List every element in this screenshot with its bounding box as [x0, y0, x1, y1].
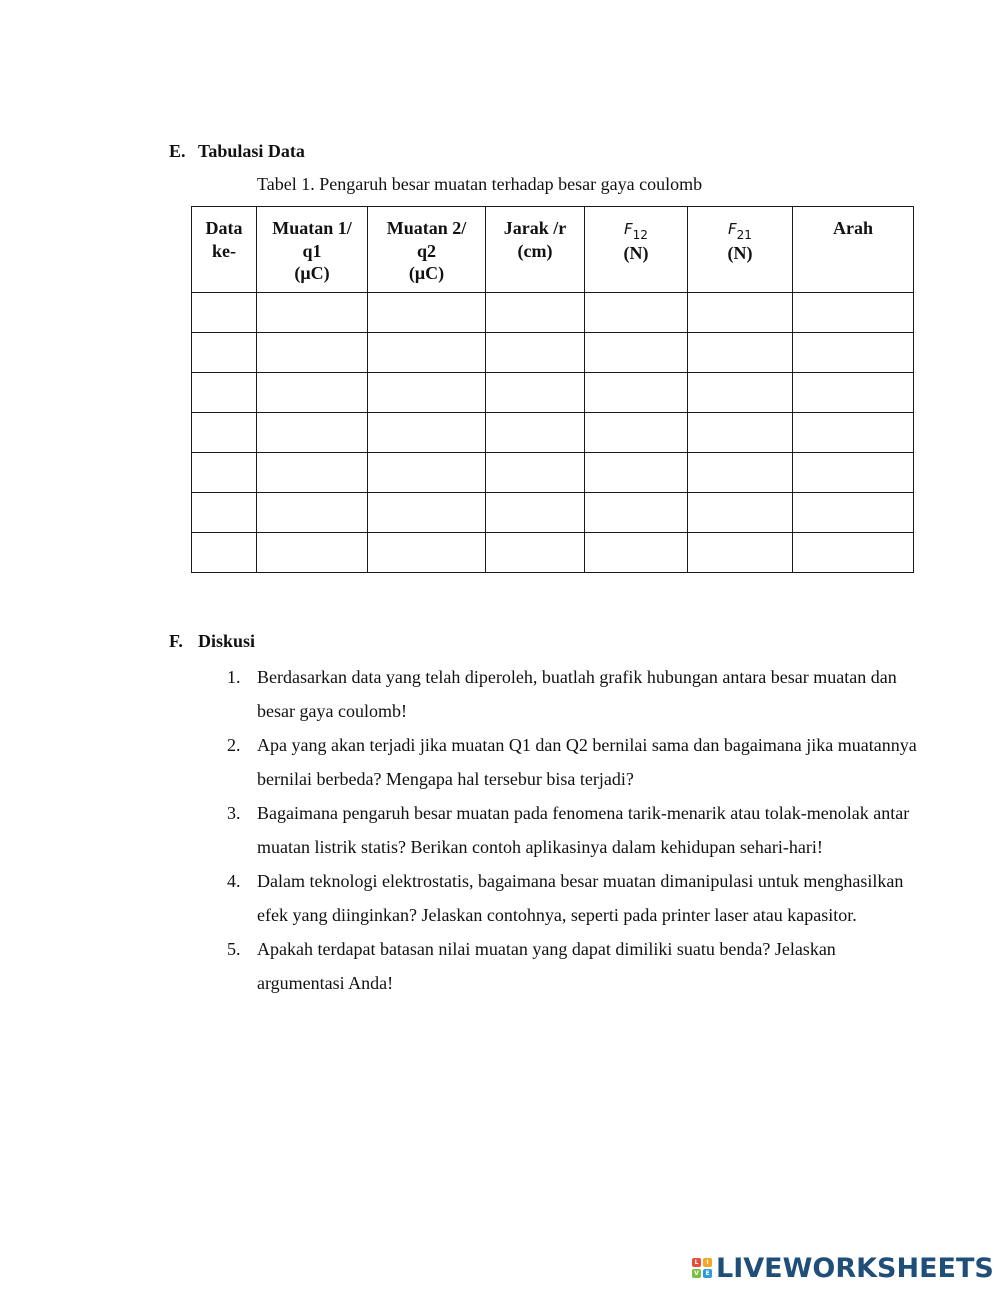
- table-cell[interactable]: [192, 333, 257, 373]
- question-item: 5. Apakah terdapat batasan nilai muatan yang dapat dimiliki suatu benda? Jelaskan argumentasi Anda!: [227, 932, 927, 1000]
- table-cell[interactable]: [192, 293, 257, 333]
- question-text: Apa yang akan terjadi jika muatan Q1 dan Q2 bernilai sama dan bagaimana jika muatannya bernilai berbeda? Mengapa hal tersebur bisa terjadi?: [257, 735, 917, 789]
- table-cell[interactable]: [688, 293, 793, 333]
- table-cell[interactable]: [368, 293, 486, 333]
- table-cell[interactable]: [257, 533, 368, 573]
- table-cell[interactable]: [368, 493, 486, 533]
- header-jarak: Jarak /r (cm): [486, 207, 585, 293]
- header-arah: Arah: [793, 207, 914, 293]
- table-cell[interactable]: [585, 493, 688, 533]
- table-cell[interactable]: [688, 373, 793, 413]
- table-cell[interactable]: [585, 533, 688, 573]
- header-muatan-1: Muatan 1/ q1 (μC): [257, 207, 368, 293]
- question-text: Apakah terdapat batasan nilai muatan yang dapat dimiliki suatu benda? Jelaskan argumentasi Anda!: [257, 939, 836, 993]
- table-cell[interactable]: [585, 413, 688, 453]
- section-e-letter: E.: [169, 141, 186, 161]
- f12-subscript: 12: [632, 228, 648, 242]
- table-cell[interactable]: [585, 333, 688, 373]
- table-cell[interactable]: [257, 333, 368, 373]
- table-row: [192, 413, 914, 453]
- section-f-heading: [169, 631, 255, 652]
- table-cell[interactable]: [368, 533, 486, 573]
- f21-unit: (N): [727, 242, 753, 263]
- table-cell[interactable]: [486, 413, 585, 453]
- table-cell[interactable]: [793, 333, 914, 373]
- section-f-letter: F.: [169, 631, 183, 651]
- header-data-ke: Data ke-: [192, 207, 257, 293]
- table-cell[interactable]: [486, 533, 585, 573]
- table-cell[interactable]: [257, 453, 368, 493]
- table-cell[interactable]: [368, 373, 486, 413]
- table-row: [192, 533, 914, 573]
- table-cell[interactable]: [486, 293, 585, 333]
- table-cell[interactable]: [486, 453, 585, 493]
- table-cell[interactable]: [793, 533, 914, 573]
- table-cell[interactable]: [688, 453, 793, 493]
- logo-tile: I: [703, 1258, 712, 1267]
- table-cell[interactable]: [585, 293, 688, 333]
- table-cell[interactable]: [192, 413, 257, 453]
- section-e-title: Tabulasi Data: [198, 141, 305, 161]
- section-f-title: Diskusi: [198, 631, 256, 651]
- table-cell[interactable]: [192, 453, 257, 493]
- table-cell[interactable]: [368, 333, 486, 373]
- table-cell[interactable]: [257, 493, 368, 533]
- table-cell[interactable]: [585, 453, 688, 493]
- table-row: [192, 493, 914, 533]
- table-cell[interactable]: [486, 373, 585, 413]
- logo-tile: E: [703, 1269, 712, 1278]
- table-caption: Tabel 1. Pengaruh besar muatan terhadap besar gaya coulomb: [257, 174, 703, 194]
- header-muatan-2: Muatan 2/ q2 (μC): [368, 207, 486, 293]
- table-cell[interactable]: [585, 373, 688, 413]
- logo-text: LIVEWORKSHEETS: [716, 1252, 994, 1284]
- table-row: [192, 373, 914, 413]
- table-cell[interactable]: [257, 413, 368, 453]
- header-f12: [585, 207, 688, 293]
- section-e-heading: [169, 141, 305, 162]
- table-cell[interactable]: [688, 493, 793, 533]
- question-text: Bagaimana pengaruh besar muatan pada fenomena tarik-menarik atau tolak-menolak antar muatan listrik statis? Berikan contoh aplikasinya dalam kehidupan sehari-hari!: [257, 803, 910, 857]
- table-header-row: [192, 207, 914, 293]
- table-cell[interactable]: [793, 293, 914, 333]
- table-cell[interactable]: [257, 373, 368, 413]
- question-item: 4. Dalam teknologi elektrostatis, bagaimana besar muatan dimanipulasi untuk menghasilkan efek yang diinginkan? Jelaskan contohnya, seperti pada printer laser atau kapasitor.: [227, 864, 927, 932]
- question-text: Dalam teknologi elektrostatis, bagaimana besar muatan dimanipulasi untuk menghasilkan efek yang diinginkan? Jelaskan contohnya, seperti pada printer laser atau kapasitor.: [257, 871, 904, 925]
- table-body: [192, 293, 914, 573]
- table-cell[interactable]: [368, 413, 486, 453]
- table-cell[interactable]: [368, 453, 486, 493]
- table-cell[interactable]: [793, 373, 914, 413]
- table-cell[interactable]: [688, 533, 793, 573]
- table-row: [192, 453, 914, 493]
- logo-grid-icon: [692, 1258, 712, 1278]
- table-cell[interactable]: [192, 493, 257, 533]
- f21-symbol: F: [728, 220, 737, 238]
- table-cell[interactable]: [688, 333, 793, 373]
- table-cell[interactable]: [192, 373, 257, 413]
- f12-symbol: F: [624, 220, 633, 238]
- table-cell[interactable]: [192, 533, 257, 573]
- data-table: [191, 206, 914, 573]
- header-f21: [688, 207, 793, 293]
- table-row: [192, 293, 914, 333]
- question-item: 3. Bagaimana pengaruh besar muatan pada fenomena tarik-menarik atau tolak-menolak antar muatan listrik statis? Berikan contoh aplikasinya dalam kehidupan sehari-hari!: [227, 796, 927, 864]
- f21-subscript: 21: [736, 228, 752, 242]
- logo-tile: L: [692, 1258, 701, 1267]
- question-text: Berdasarkan data yang telah diperoleh, buatlah grafik hubungan antara besar muatan dan besar gaya coulomb!: [257, 667, 897, 721]
- table-cell[interactable]: [486, 333, 585, 373]
- table-cell[interactable]: [793, 453, 914, 493]
- question-item: 2. Apa yang akan terjadi jika muatan Q1 dan Q2 bernilai sama dan bagaimana jika muatannya bernilai berbeda? Mengapa hal tersebur bisa terjadi?: [227, 728, 927, 796]
- table-cell[interactable]: [793, 413, 914, 453]
- logo-tile: V: [692, 1269, 701, 1278]
- table-cell[interactable]: [486, 493, 585, 533]
- f12-unit: (N): [623, 242, 649, 263]
- liveworksheets-logo: [692, 1253, 994, 1283]
- table-row: [192, 333, 914, 373]
- table-cell[interactable]: [793, 493, 914, 533]
- discussion-list: [227, 660, 927, 1000]
- table-cell[interactable]: [688, 413, 793, 453]
- question-item: 1. Berdasarkan data yang telah diperoleh, buatlah grafik hubungan antara besar muatan dan besar gaya coulomb!: [227, 660, 927, 728]
- table-cell[interactable]: [257, 293, 368, 333]
